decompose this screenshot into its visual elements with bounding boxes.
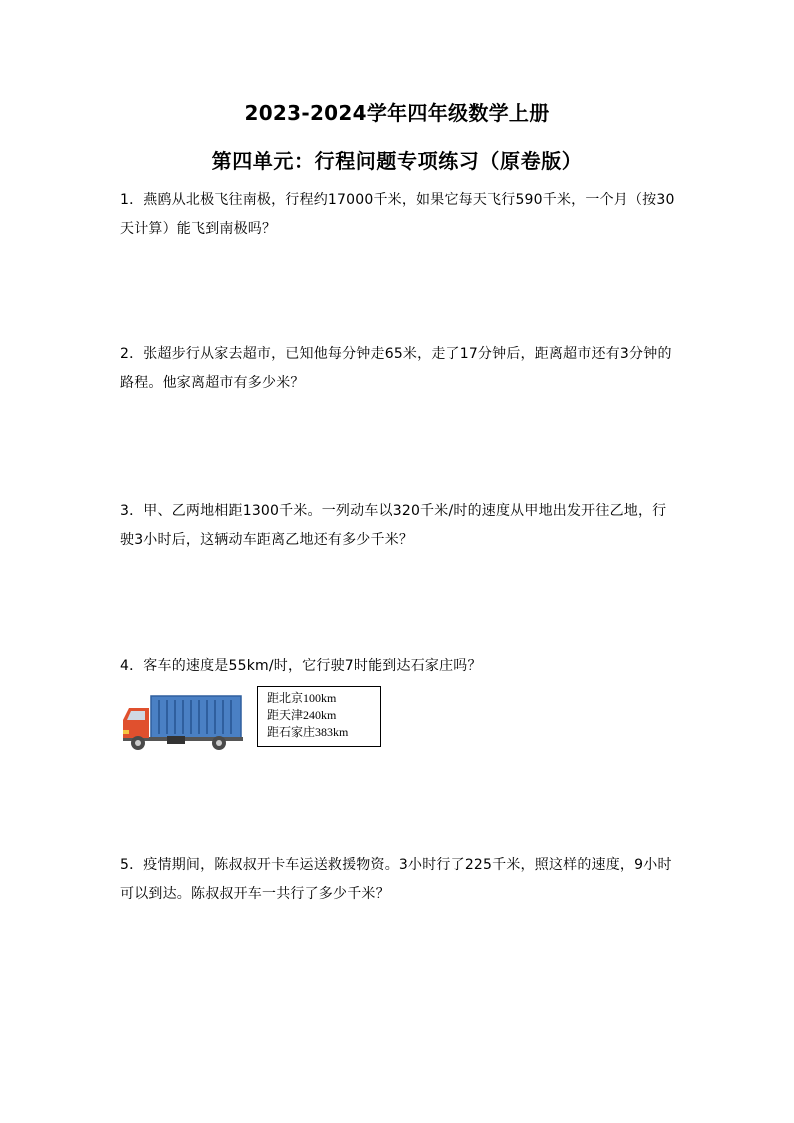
question-4: 4．客车的速度是55km/时，它行驶7时能到达石家庄吗？ — [120, 658, 482, 674]
truck-icon — [121, 694, 245, 752]
question-2: 2．张超步行从家去超市，已知他每分钟走65米，走了17分钟后，距离超市还有3分钟的路程。他家离超市有多少米？ — [120, 346, 672, 391]
question-5: 5．疫情期间，陈叔叔开卡车运送救援物资。3小时行了225千米，照这样的速度，9小时可以到达。陈叔叔开车一共行了多少千米？ — [120, 857, 672, 902]
page-title: 2023-2024学年四年级数学上册 — [244, 101, 550, 125]
distance-box — [257, 686, 381, 747]
question-1: 1．燕鸥从北极飞往南极，行程约17000千米，如果它每天飞行590千米，一个月（按30天计算）能飞到南极吗？ — [120, 192, 675, 237]
question-3: 3．甲、乙两地相距1300千米。一列动车以320千米/时的速度从甲地出发开往乙地，行驶3小时后，这辆动车距离乙地还有多少千米？ — [120, 503, 667, 548]
distance-beijing: 距北京100km — [267, 691, 337, 705]
distance-shijiazhuang: 距石家庄383km — [267, 725, 349, 739]
distance-tianjin: 距天津240km — [267, 708, 337, 722]
page-subtitle: 第四单元：行程问题专项练习（原卷版） — [211, 149, 583, 173]
